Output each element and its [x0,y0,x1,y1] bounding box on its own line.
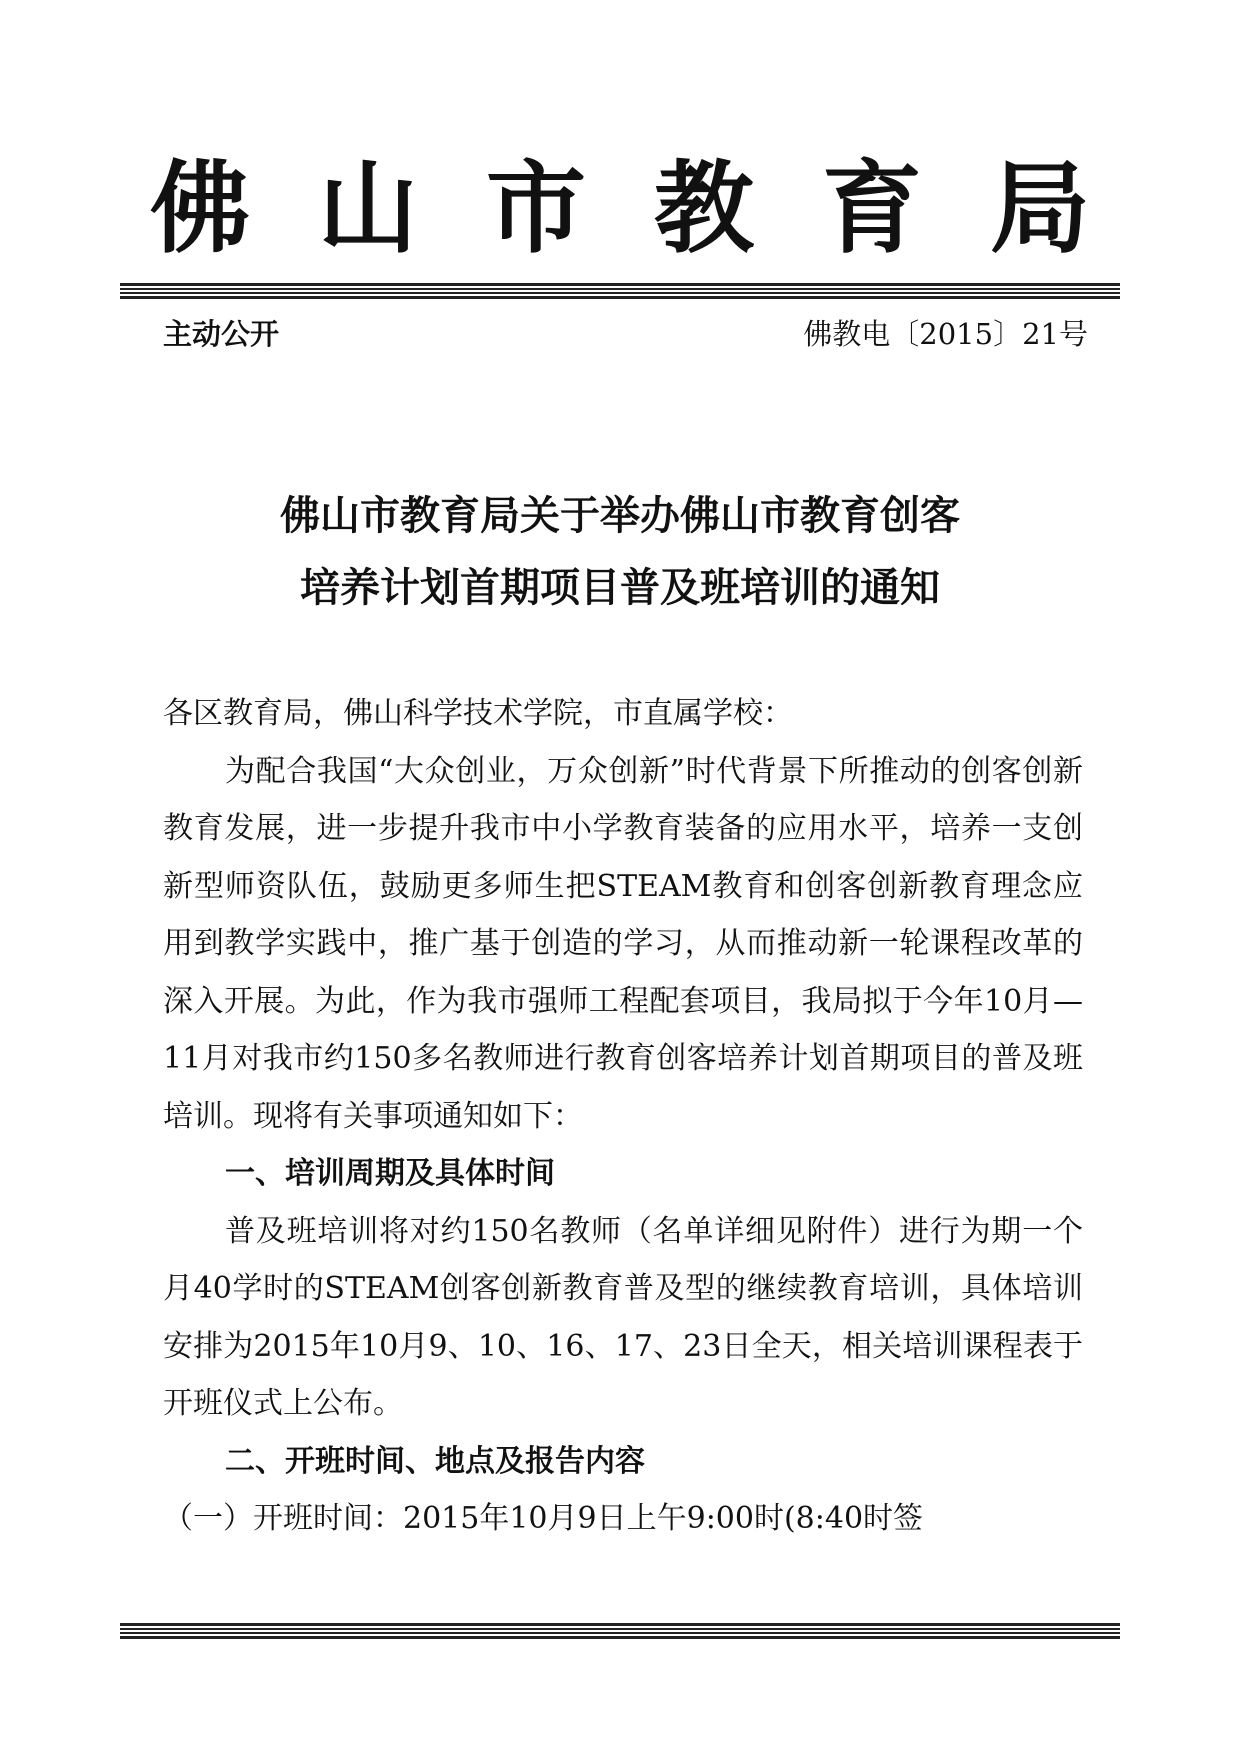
title-line-1: 佛山市教育局关于举办佛山市教育创客 [280,492,960,539]
intro-paragraph: 为配合我国“大众创业，万众创新”时代背景下所推动的创客创新教育发展，进一步提升我市中小学教育装备的应用水平，培养一支创新型师资队伍，鼓励更多师生把STEAM教育和创客创新教育理念应用到教学实践中，推广基于创造的学习，从而推动新一轮课程改革的深入开展。为此，作为我市强师工程配套项目，我局拟于今年10月—11月对我市约150多名教师进行教育创客培养计划首期项目的普及班培训。现将有关事项通知如下： [163,753,1083,1134]
disclosure-label: 主动公开 [163,317,280,351]
issuing-authority-header [150,148,1090,268]
header-char: 育 [822,149,922,267]
header-char: 局 [990,149,1090,267]
section-2-item-1: （一）开班时间：2015年10月9日上午9:00时(8:40时签 [163,1501,924,1536]
header-char: 市 [486,149,586,267]
section-1-heading: 一、培训周期及具体时间 [225,1156,555,1191]
document-body [163,685,1083,1548]
header-char: 山 [318,149,418,267]
section-1-paragraph: 普及班培训将对约150名教师（名单详细见附件）进行为期一个月40学时的STEAM创客创新教育普及型的继续教育培训，具体培训安排为2015年10月9、10、16、17、23日全天，相关培训课程表于开班仪式上公布。 [163,1213,1083,1421]
document-number: 佛教电〔2015〕21号 [803,317,1088,351]
header-char: 教 [654,149,754,267]
title-line-2: 培养计划首期项目普及班培训的通知 [300,564,940,611]
footer-divider [120,1623,1120,1641]
document-title [150,480,1090,624]
section-2-heading: 二、开班时间、地点及报告内容 [225,1443,645,1479]
header-divider [120,283,1120,301]
salutation: 各区教育局，佛山科学技术学院，市直属学校： [163,696,793,731]
header-char: 佛 [150,149,250,267]
